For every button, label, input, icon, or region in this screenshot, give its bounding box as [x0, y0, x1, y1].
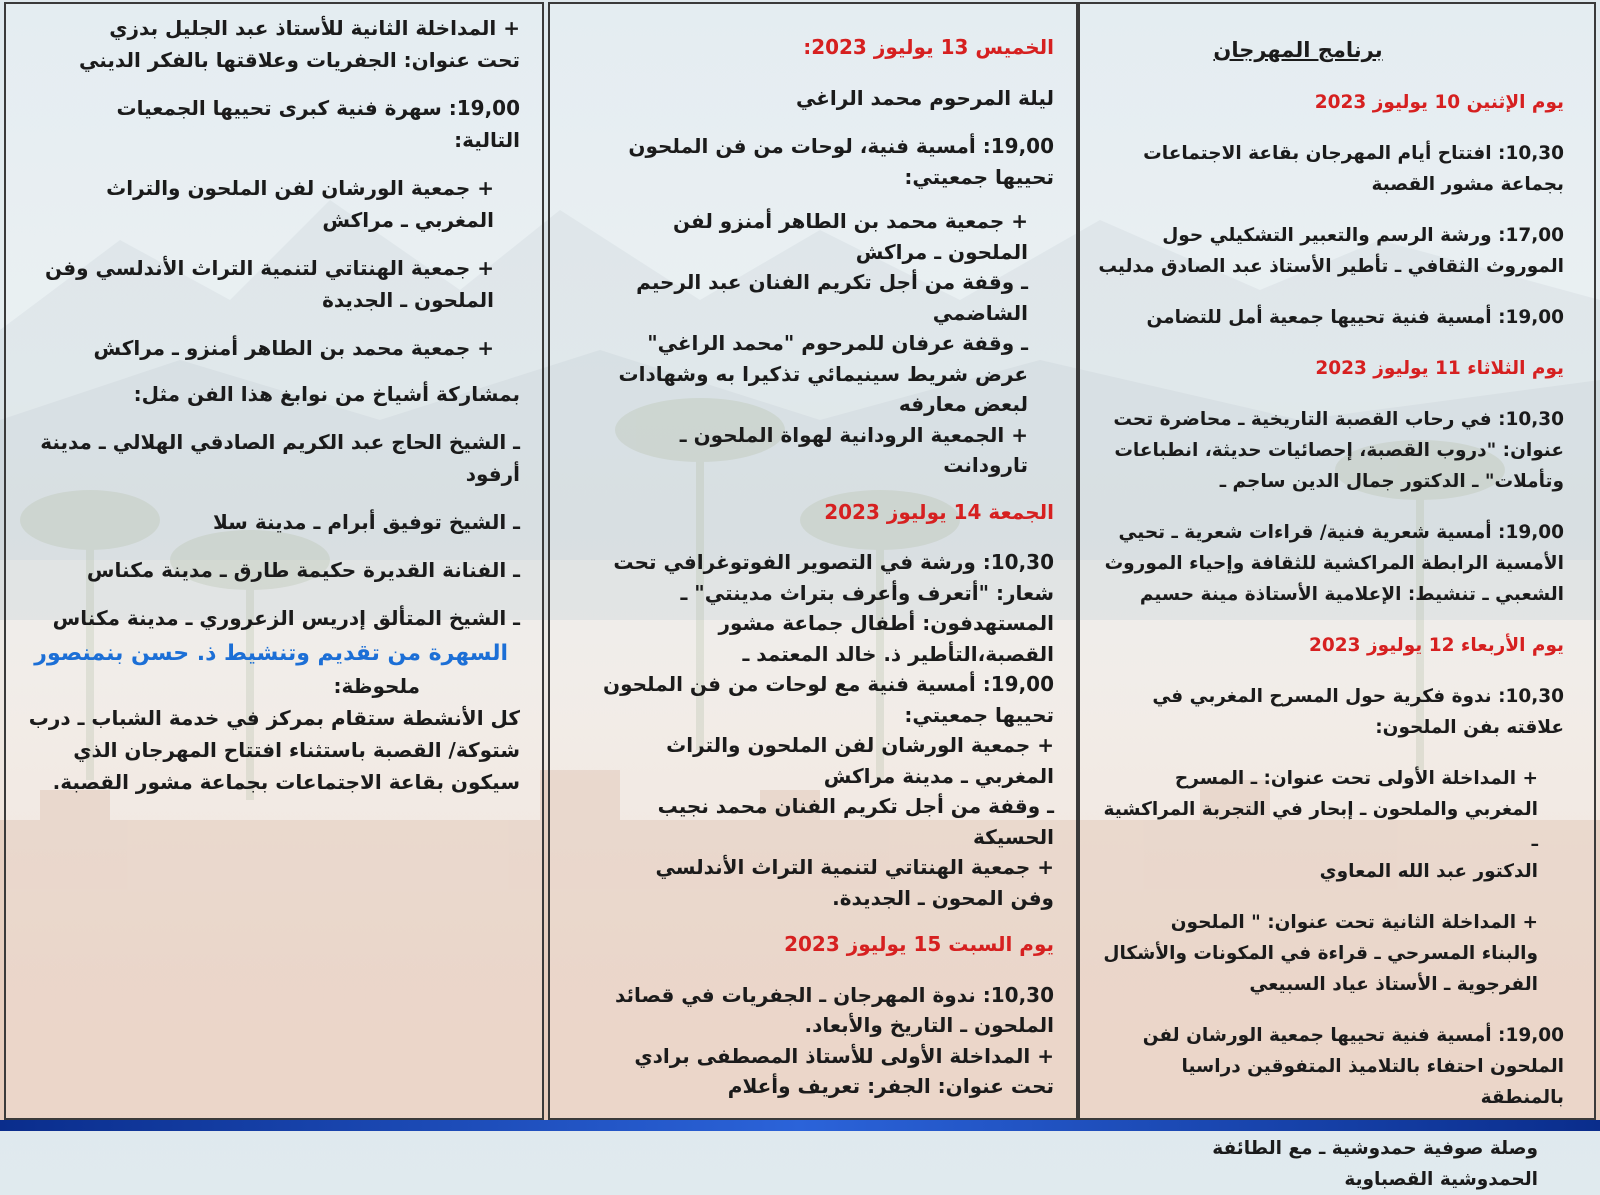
event-d3-2: + المداخلة الأولى تحت عنوان: ـ المسرح المغربي والملحون ـ إبحار في التجربة المراكشية ـ الدكتور عبد الله المعاوي: [1103, 768, 1538, 882]
event-d2-2: 19,00: أمسية شعرية فنية/ قراءات شعرية ـ تحيي الأمسية الرابطة المراكشية للثقافة وإحياء الموروث الشعبي ـ تنشيط: الإعلامية الأستاذة مينة حسيم: [1104, 522, 1564, 605]
night-title: ليلة المرحوم محمد الراغي: [796, 85, 1054, 110]
event-d2-1: 10,30: في رحاب القصبة التاريخية ـ محاضرة تحت عنوان: "دروب القصبة، إحصائيات حديثة، انطباعات وتأملات" ـ الدكتور جمال الدين ساجم ـ: [1113, 409, 1564, 492]
event-c3-3: + جمعية الورشان لفن الملحون والتراث المغربي ـ مراكش: [106, 176, 494, 232]
day-heading-tuesday: يوم الثلاثاء 11 يوليوز 2023: [1315, 358, 1564, 379]
event-d3-3: + المداخلة الثانية تحت عنوان: " الملحون والبناء المسرحي ـ قراءة في المكونات والأشكال الفرجوية ـ الأستاذ عياد السبيعي: [1103, 912, 1538, 995]
day-heading-thursday: الخميس 13 يوليوز 2023:: [803, 35, 1054, 59]
event-d4-1: 19,00: أمسية فنية، لوحات من فن الملحون تحييها جمعيتي:: [628, 134, 1054, 189]
event-c3-5: + جمعية محمد بن الطاهر أمنزو ـ مراكش: [93, 336, 494, 360]
program-column-middle: [548, 2, 1078, 1120]
host-line: السهرة من تقديم وتنشيط ذ. حسن بنمنصور: [34, 641, 508, 666]
program-column-right: [1078, 2, 1596, 1190]
event-d4-2: + جمعية محمد بن الطاهر أمنزو لفن الملحون ـ مراكش ـ وقفة من أجل تكريم الفنان عبد الرحيم الشاضمي ـ وقفة عرفان للمرحوم "محمد الراغي" عرض شريط سينيمائي تذكيرا به وشهادات لبعض معارفه + الجمعية الرودانية لهواة الملحون ـ تارودانت: [618, 209, 1028, 477]
day-heading-wednesday: يوم الأربعاء 12 يوليوز 2023: [1309, 635, 1564, 656]
day-heading-saturday: يوم السبت 15 يوليوز 2023: [784, 932, 1054, 956]
event-d3-5: وصلة صوفية حمدوشية ـ مع الطائفة الحمدوشية القصباوية: [1212, 1138, 1538, 1190]
day-heading-monday: يوم الإثنين 10 يوليوز 2023: [1314, 92, 1564, 113]
event-d1-1: 10,30: افتتاح أيام المهرجان بقاعة الاجتماعات بجماعة مشور القصبة: [1143, 143, 1564, 195]
event-c3-8: ـ الشيخ توفيق أبرام ـ مدينة سلا: [213, 510, 520, 534]
event-c3-7: ـ الشيخ الحاج عبد الكريم الصادقي الهلالي ـ مدينة أرفود: [40, 430, 520, 486]
event-d6-1: 10,30: ندوة المهرجان ـ الجفريات في قصائد الملحون ـ التاريخ والأبعاد. + المداخلة الأولى للأستاذ المصطفى برادي تحت عنوان: الجفر: تعريف وأعلام: [614, 982, 1054, 1098]
event-d1-3: 19,00: أمسية فنية تحييها جمعية أمل للتضامن: [1146, 307, 1564, 328]
event-c3-9: ـ الفنانة القديرة حكيمة طارق ـ مدينة مكناس: [86, 558, 520, 582]
event-d3-1: 10,30: ندوة فكرية حول المسرح المغربي في علاقته بفن الملحون:: [1152, 686, 1564, 738]
event-c3-2: 19,00: سهرة فنية كبرى تحييها الجمعيات التالية:: [116, 96, 520, 152]
program-column-left: [4, 2, 544, 1120]
event-c3-4: + جمعية الهنتاتي لتنمية التراث الأندلسي وفن الملحون ـ الجديدة: [45, 256, 494, 312]
note-label: ملحوظة:: [333, 674, 420, 698]
day-heading-friday: الجمعة 14 يوليوز 2023: [824, 499, 1054, 524]
event-d3-4: 19,00: أمسية فنية تحييها جمعية الورشان لفن الملحون احتفاء بالتلاميذ المتفوقين دراسيا بالمنطقة: [1142, 1025, 1564, 1108]
event-c3-1: + المداخلة الثانية للأستاذ عبد الجليل بدزي تحت عنوان: الجفريات وعلاقتها بالفكر الديني: [78, 16, 520, 72]
event-d5-1: 10,30: ورشة في التصوير الفوتوغرافي تحت شعار: "أتعرف وأعرف بتراث مدينتي" ـ المستهدفون: أطفال جماعة مشور القصبة،التأطير ذ. خالد المعتمد ـ 19,00: أمسية فنية مع لوحات من فن الملحون تحييها جمعيتي: + جمعية الورشان لفن الملحون والتراث المغربي ـ مدينة مراكش ـ وقفة من أجل تكريم الفنان محمد نجيب الحسيكة + جمعية الهنتاتي لتنمية التراث الأندلسي وفن المحون ـ الجديدة.: [603, 550, 1054, 910]
note-text: كل الأنشطة ستقام بمركز في خدمة الشباب ـ درب شتوكة/ القصبة باستثناء افتتاح المهرجان الذي سيكون بقاعة الاجتماعات بجماعة مشور القصبة.: [28, 706, 520, 794]
event-c3-6: بمشاركة أشياخ من نوابغ هذا الفن مثل:: [133, 382, 520, 406]
program-title: برنامج المهرجان: [1213, 38, 1383, 62]
event-c3-10: ـ الشيخ المتألق إدريس الزعروري ـ مدينة مكناس: [52, 606, 520, 630]
bottom-bar: [0, 1120, 1600, 1131]
event-d1-2: 17,00: ورشة الرسم والتعبير التشكيلي حول الموروث الثقافي ـ تأطير الأستاذ عبد الصادق مدليب: [1098, 225, 1564, 277]
